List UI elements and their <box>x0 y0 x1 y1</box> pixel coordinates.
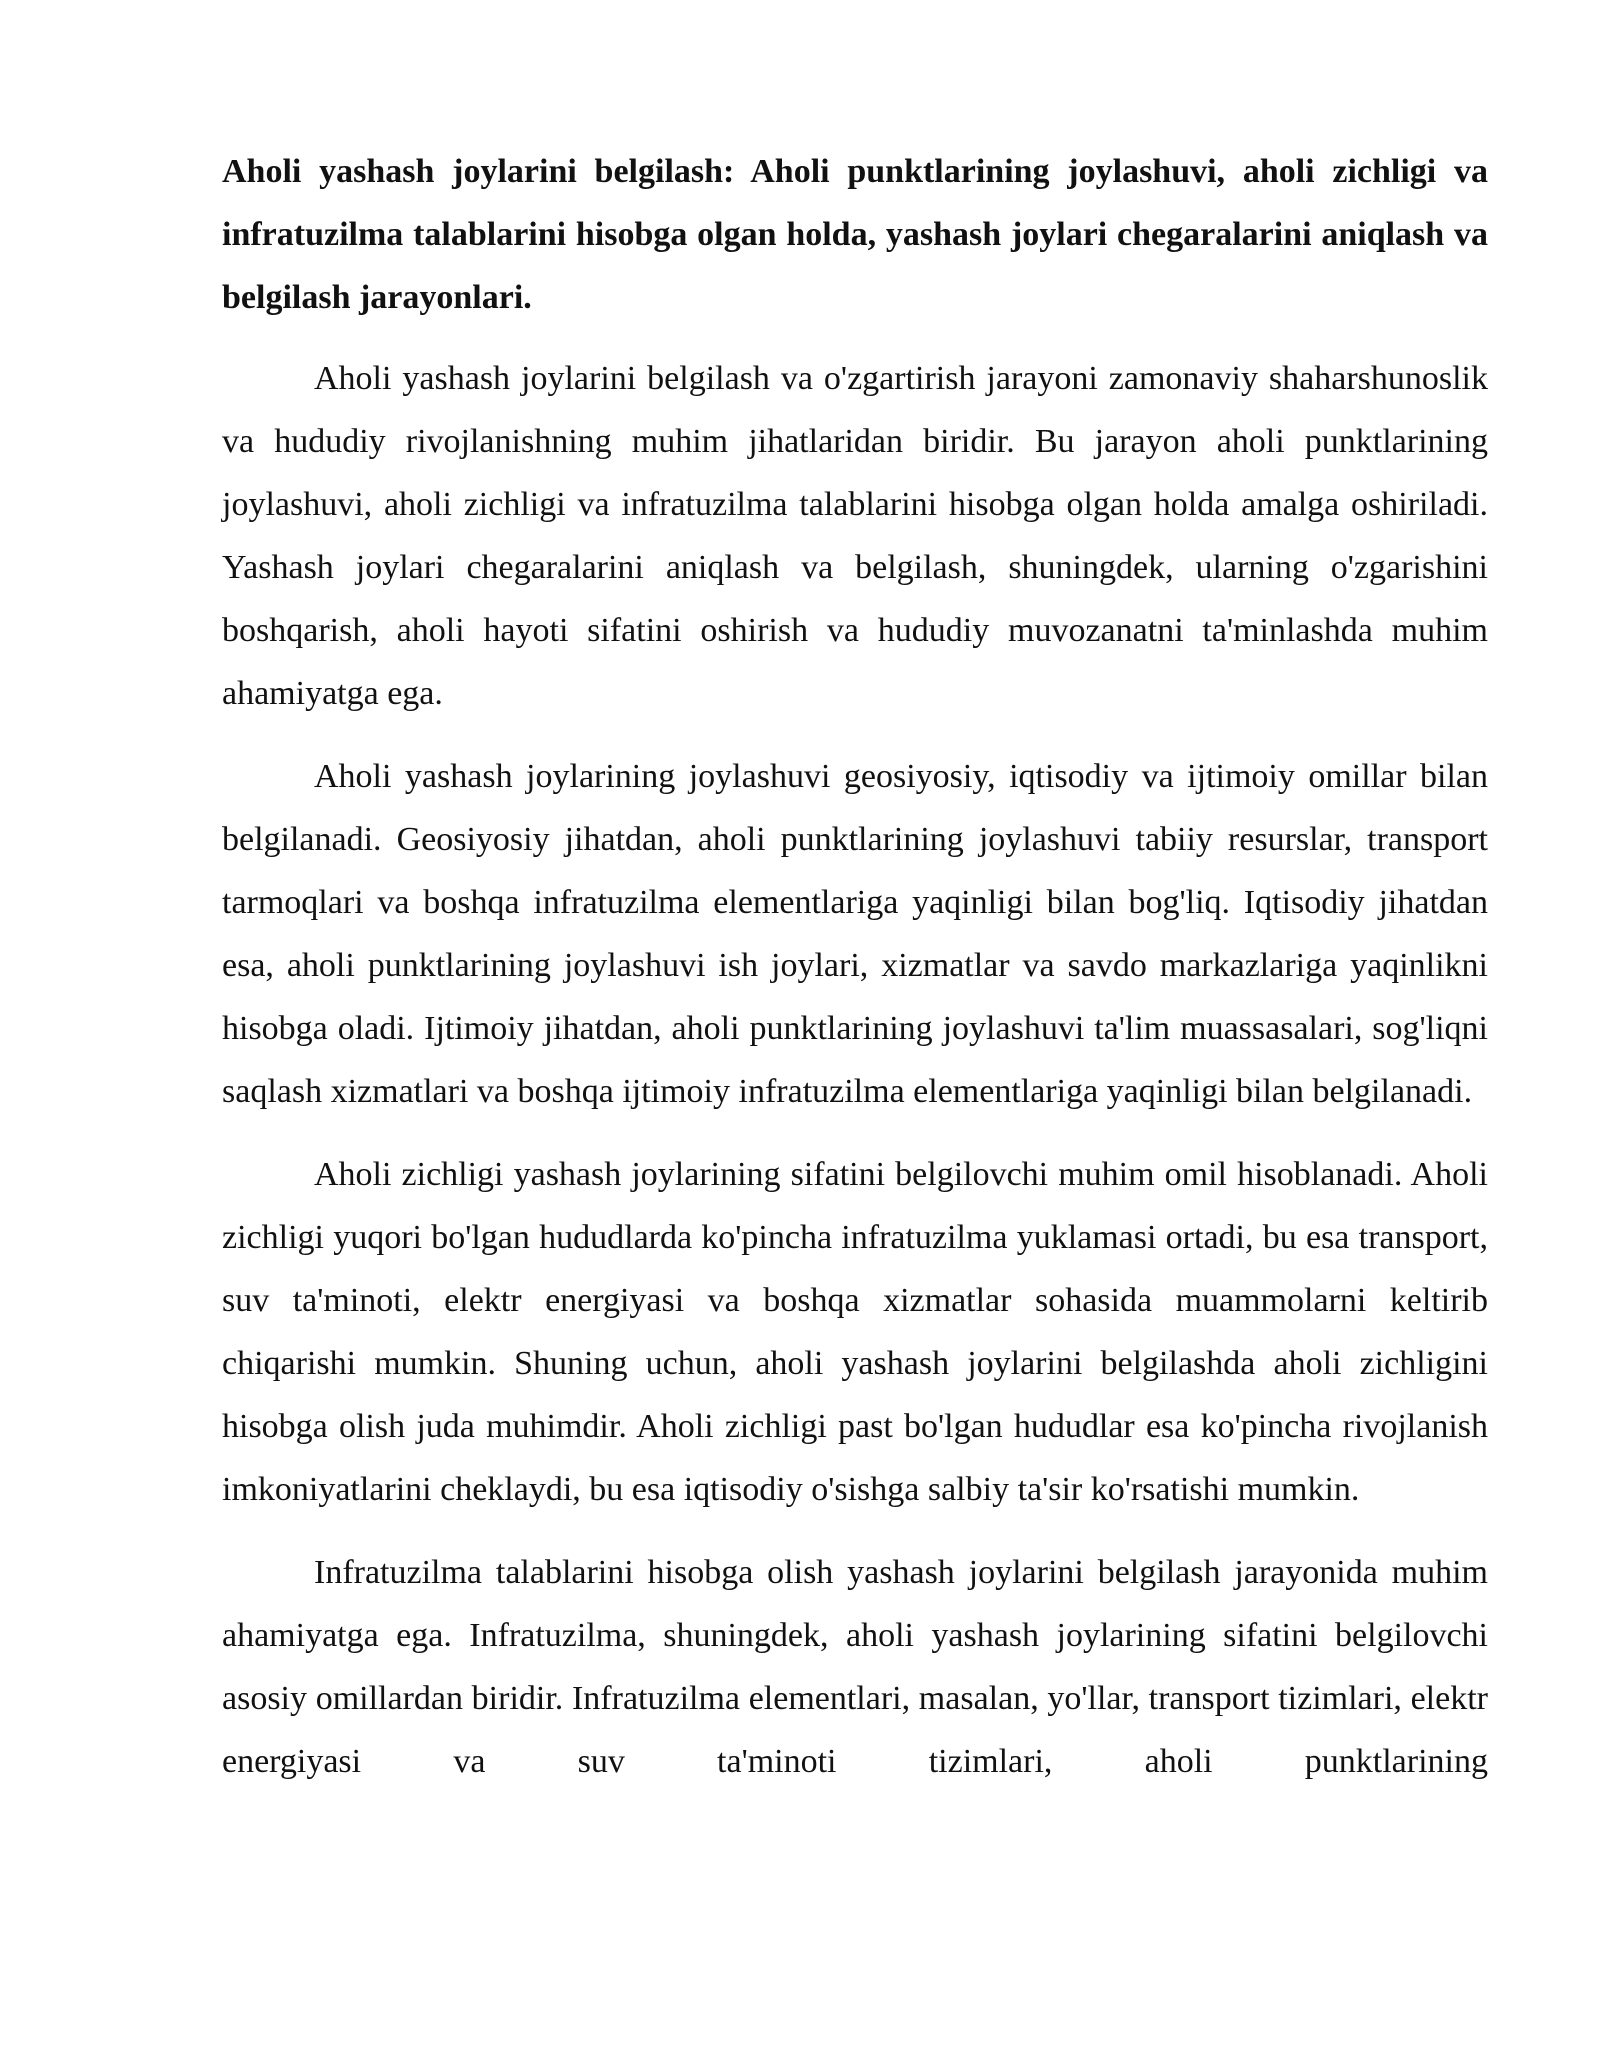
paragraph-3: Aholi zichligi yashash joylarining sifatini belgilovchi muhim omil hisoblanadi. Aholi zichligi yuqori bo'lgan hududlarda ko'pincha infratuzilma yuklamasi ortadi, bu esa transport, suv ta'minoti, elektr energiyasi va boshqa xizmatlar sohasida muammolarni keltirib chiqarishi mumkin. Shuning uchun, aholi yashash joylarini belgilashda aholi zichligini hisobga olish juda muhimdir. Aholi zichligi past bo'lgan hududlar esa ko'pincha rivojlanish imkoniyatlarini cheklaydi, bu esa iqtisodiy o'sishga salbiy ta'sir ko'rsatishi mumkin. <box>222 1156 1488 1508</box>
document-heading: Aholi yashash joylarini belgilash: Aholi punktlarining joylashuvi, aholi zichligi va infratuzilma talablarini hisobga olgan holda, yashash joylari chegaralarini aniqlash va belgilash jarayonlari. <box>222 153 1488 316</box>
paragraph-2: Aholi yashash joylarining joylashuvi geosiyosiy, iqtisodiy va ijtimoiy omillar bilan belgilanadi. Geosiyosiy jihatdan, aholi punktlarining joylashuvi tabiiy resurslar, transport tarmoqlari va boshqa infratuzilma elementlariga yaqinligi bilan bog'liq. Iqtisodiy jihatdan esa, aholi punktlarining joylashuvi ish joylari, xizmatlar va savdo markazlariga yaqinlikni hisobga oladi. Ijtimoiy jihatdan, aholi punktlarining joylashuvi ta'lim muassasalari, sog'liqni saqlash xizmatlari va boshqa ijtimoiy infratuzilma elementlariga yaqinligi bilan belgilanadi. <box>222 758 1488 1110</box>
paragraph-1: Aholi yashash joylarini belgilash va o'zgartirish jarayoni zamonaviy shaharshunoslik va hududiy rivojlanishning muhim jihatlaridan biridir. Bu jarayon aholi punktlarining joylashuvi, aholi zichligi va infratuzilma talablarini hisobga olgan holda amalga oshiriladi. Yashash joylari chegaralarini aniqlash va belgilash, shuningdek, ularning o'zgarishini boshqarish, aholi hayoti sifatini oshirish va hududiy muvozanatni ta'minlashda muhim ahamiyatga ega. <box>222 360 1488 712</box>
document-body <box>222 140 1488 1813</box>
paragraph-4: Infratuzilma talablarini hisobga olish yashash joylarini belgilash jarayonida muhim ahamiyatga ega. Infratuzilma, shuningdek, aholi yashash joylarining sifatini belgilovchi asosiy omillardan biridir. Infratuzilma elementlari, masalan, yo'llar, transport tizimlari, elektr energiyasi va suv ta'minoti tizimlari, aholi punktlarining <box>222 1554 1488 1780</box>
